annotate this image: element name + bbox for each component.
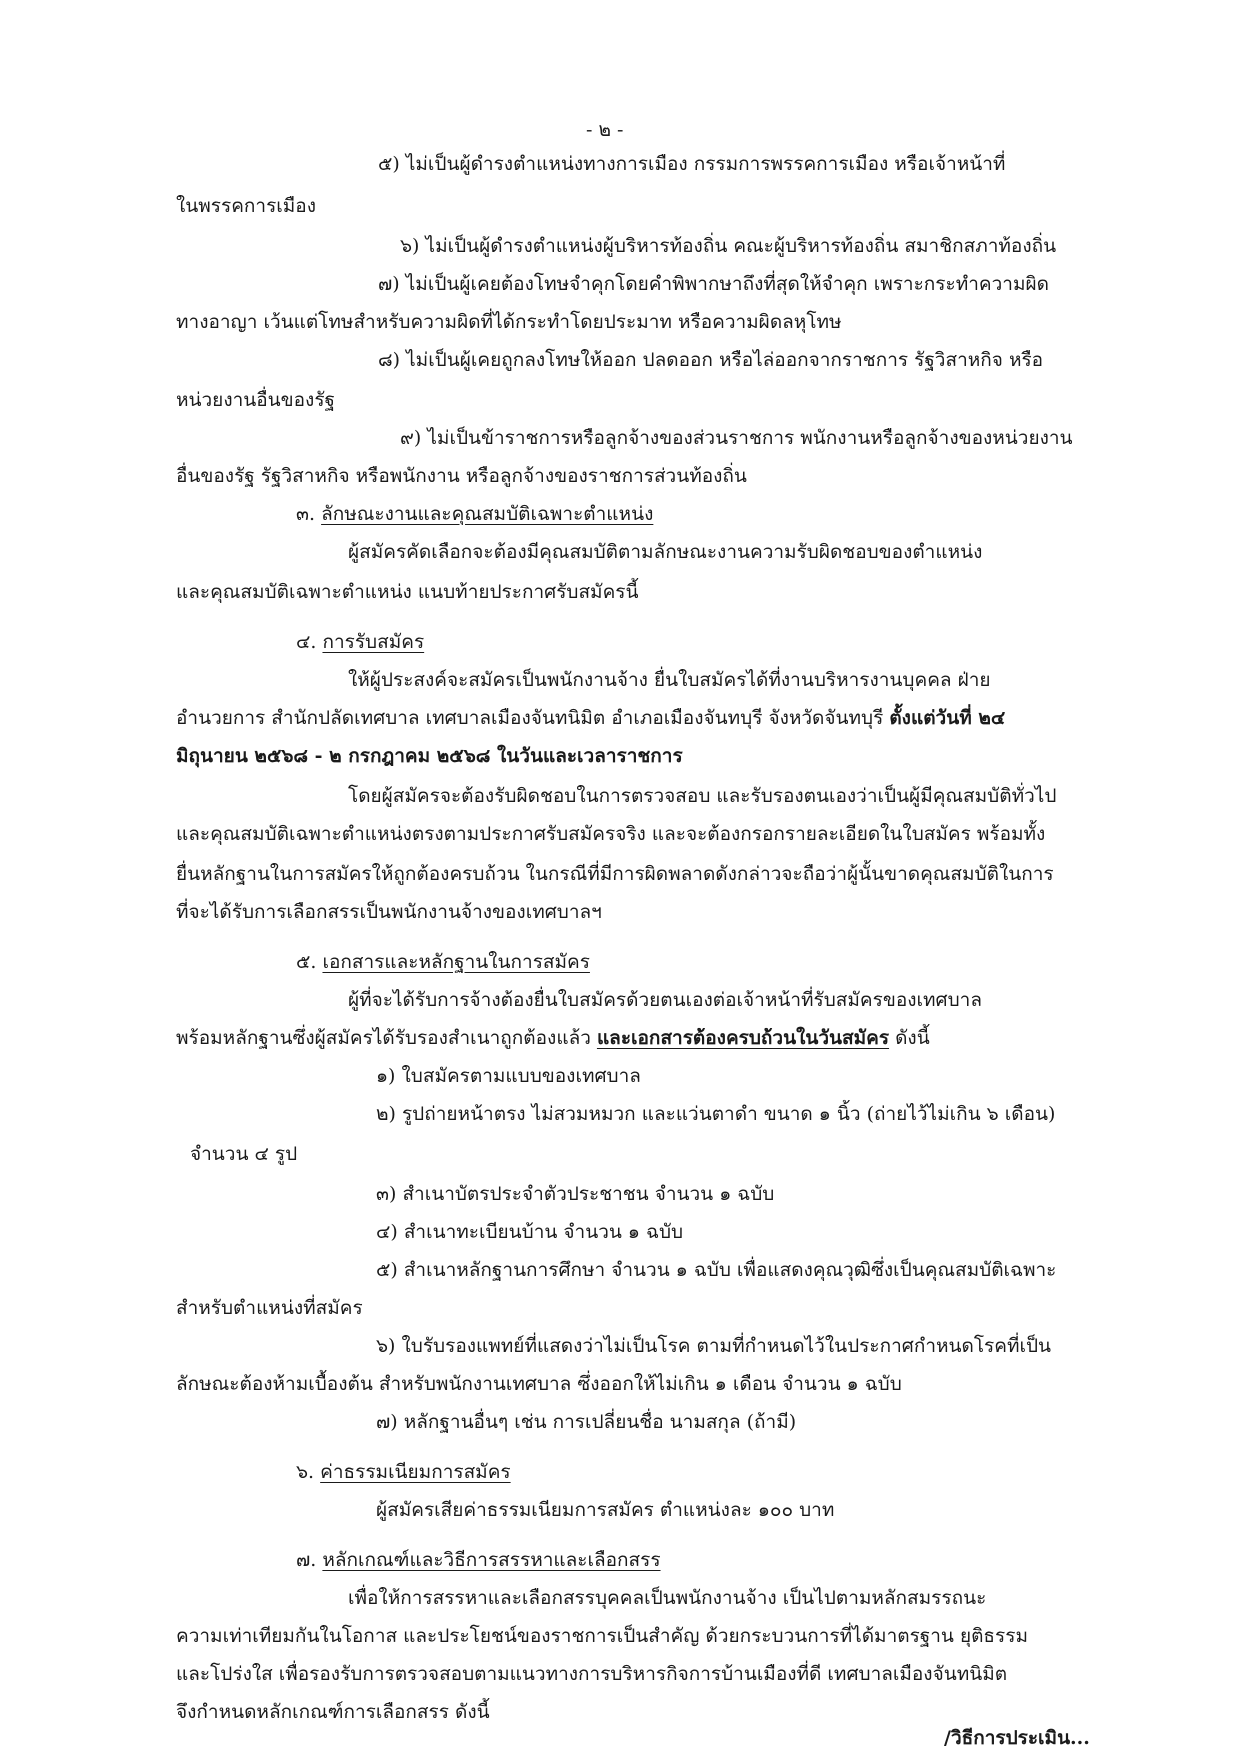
section-5-title: เอกสารและหลักฐานในการสมัคร — [322, 951, 590, 973]
item-8-qualification: ๘) ไม่เป็นผู้เคยถูกลงโทษให้ออก ปลดออก หรือไล่ออกจากราชการ รัฐวิสาหกิจ หรือ — [378, 349, 1044, 371]
section-4-title: การรับสมัคร — [322, 631, 425, 653]
section-4-line-2 — [176, 704, 1005, 732]
section-6-title: ค่าธรรมเนียมการสมัคร — [320, 1461, 511, 1483]
document-item-6: ๖) ใบรับรองแพทย์ที่แสดงว่าไม่เป็นโรค ตามที่กำหนดไว้ในประกาศกำหนดโรคที่เป็น — [376, 1335, 1052, 1357]
section-3-continuation: และคุณสมบัติเฉพาะตำแหน่ง แนบท้ายประกาศรับสมัครนี้ — [176, 581, 639, 603]
section-7-heading — [296, 1546, 661, 1574]
as-follows-text: ดังนี้ — [889, 1027, 930, 1049]
section-7-line-4: จึงกำหนดหลักเกณฑ์การเลือกสรร ดังนี้ — [176, 1701, 490, 1723]
document-item-1: ๑) ใบสมัครตามแบบของเทศบาล — [376, 1065, 641, 1087]
section-5-paragraph-line-2 — [176, 1024, 930, 1052]
item-6-qualification: ๖) ไม่เป็นผู้ดำรงตำแหน่งผู้บริหารท้องถิ่น คณะผู้บริหารท้องถิ่น สมาชิกสภาท้องถิ่น — [400, 235, 1057, 257]
section-3-number: ๓. — [296, 503, 316, 525]
section-4-heading — [296, 628, 424, 656]
document-item-3: ๓) สำเนาบัตรประจำตัวประชาชน จำนวน ๑ ฉบับ — [376, 1183, 775, 1205]
item-9-continuation: อื่นของรัฐ รัฐวิสาหกิจ หรือพนักงาน หรือลูกจ้างของราชการส่วนท้องถิ่น — [176, 465, 747, 487]
section-7-title: หลักเกณฑ์และวิธีการสรรหาและเลือกสรร — [322, 1549, 661, 1571]
section-4-paragraph: ให้ผู้ประสงค์จะสมัครเป็นพนักงานจ้าง ยื่นใบสมัครได้ที่งานบริหารงานบุคคล ฝ่าย — [348, 669, 991, 691]
document-item-5: ๕) สำเนาหลักฐานการศึกษา จำนวน ๑ ฉบับ เพื่อแสดงคุณวุฒิซึ่งเป็นคุณสมบัติเฉพาะ — [376, 1259, 1057, 1281]
section-4-paragraph-2-line-2: และคุณสมบัติเฉพาะตำแหน่งตรงตามประกาศรับสมัครจริง และจะต้องกรอกรายละเอียดในใบสมัคร พร้อมทั้ง — [176, 823, 1046, 845]
document-item-6-continuation: ลักษณะต้องห้ามเบื้องต้น สำหรับพนักงานเทศบาล ซึ่งออกให้ไม่เกิน ๑ เดือน จำนวน ๑ ฉบับ — [176, 1373, 902, 1395]
section-4-paragraph-2-line-4: ที่จะได้รับการเลือกสรรเป็นพนักงานจ้างของเทศบาลฯ — [176, 901, 602, 923]
documents-complete-note: และเอกสารต้องครบถ้วนในวันสมัคร — [596, 1027, 890, 1049]
document-item-2: ๒) รูปถ่ายหน้าตรง ไม่สวมหมวก และแว่นตาดำ ขนาด ๑ นิ้ว (ถ่ายไว้ไม่เกิน ๖ เดือน) — [376, 1103, 1056, 1125]
section-5-heading — [296, 948, 590, 976]
application-fee: ผู้สมัครเสียค่าธรรมเนียมการสมัคร ตำแหน่งละ ๑๐๐ บาท — [376, 1499, 835, 1521]
section-4-paragraph-2: โดยผู้สมัครจะต้องรับผิดชอบในการตรวจสอบ และรับรองตนเองว่าเป็นผู้มีคุณสมบัติทั่วไป — [348, 785, 1057, 807]
section-7-number: ๗. — [296, 1549, 317, 1571]
section-4-paragraph-2-line-3: ยื่นหลักฐานในการสมัครให้ถูกต้องครบถ้วน ในกรณีที่มีการผิดพลาดดังกล่าวจะถือว่าผู้นั้นขาดคุณสมบัติในการ — [176, 863, 1054, 885]
page-number: - ๒ - — [586, 119, 624, 141]
section-5-number: ๕. — [296, 951, 317, 973]
section-6-number: ๖. — [296, 1461, 315, 1483]
section-4-number: ๔. — [296, 631, 317, 653]
section-3-paragraph: ผู้สมัครคัดเลือกจะต้องมีคุณสมบัติตามลักษณะงานความรับผิดชอบของตำแหน่ง — [348, 541, 983, 563]
section-5-paragraph: ผู้ที่จะได้รับการจ้างต้องยื่นใบสมัครด้วยตนเองต่อเจ้าหน้าที่รับสมัครของเทศบาล — [348, 989, 982, 1011]
document-item-4: ๔) สำเนาทะเบียนบ้าน จำนวน ๑ ฉบับ — [376, 1221, 684, 1243]
document-item-7: ๗) หลักฐานอื่นๆ เช่น การเปลี่ยนชื่อ นามสกุล (ถ้ามี) — [376, 1411, 797, 1433]
application-start-date: ตั้งแต่วันที่ ๒๔ — [889, 707, 1006, 729]
office-location-text: อำนวยการ สำนักปลัดเทศบาล เทศบาลเมืองจันทนิมิต อำเภอเมืองจันทบุรี จังหวัดจันทบุรี — [176, 707, 890, 729]
item-7-qualification: ๗) ไม่เป็นผู้เคยต้องโทษจำคุกโดยคำพิพากษาถึงที่สุดให้จำคุก เพราะกระทำความผิด — [378, 273, 1049, 295]
section-7-line-2: ความเท่าเทียมกันในโอกาส และประโยชน์ของราชการเป็นสำคัญ ด้วยกระบวนการที่ได้มาตรฐาน ยุติธรรม — [176, 1625, 1028, 1647]
certified-copies-text: พร้อมหลักฐานซึ่งผู้สมัครได้รับรองสำเนาถูกต้องแล้ว — [176, 1027, 597, 1049]
application-period: มิถุนายน ๒๕๖๘ - ๒ กรกฎาคม ๒๕๖๘ ในวันและเวลาราชการ — [176, 745, 683, 767]
next-page-continuation: /วิธีการประเมิน... — [944, 1727, 1090, 1749]
section-3-title: ลักษณะงานและคุณสมบัติเฉพาะตำแหน่ง — [321, 503, 654, 525]
section-7-paragraph: เพื่อให้การสรรหาและเลือกสรรบุคคลเป็นพนักงานจ้าง เป็นไปตามหลักสมรรถนะ — [348, 1587, 987, 1609]
item-5-continuation: ในพรรคการเมือง — [176, 195, 316, 217]
document-item-5-continuation: สำหรับตำแหน่งที่สมัคร — [176, 1297, 363, 1319]
item-5-qualification: ๕) ไม่เป็นผู้ดำรงตำแหน่งทางการเมือง กรรมการพรรคการเมือง หรือเจ้าหน้าที่ — [378, 153, 1006, 175]
item-7-continuation: ทางอาญา เว้นแต่โทษสำหรับความผิดที่ได้กระทำโดยประมาท หรือความผิดลหุโทษ — [176, 311, 842, 333]
section-3-heading — [296, 500, 653, 528]
section-7-line-3: และโปร่งใส เพื่อรองรับการตรวจสอบตามแนวทางการบริหารกิจการบ้านเมืองที่ดี เทศบาลเมืองจันทนิมิต — [176, 1663, 1008, 1685]
item-8-continuation: หน่วยงานอื่นของรัฐ — [176, 389, 336, 411]
document-item-2-continuation: จำนวน ๔ รูป — [190, 1143, 298, 1165]
section-6-heading — [296, 1458, 511, 1486]
item-9-qualification: ๙) ไม่เป็นข้าราชการหรือลูกจ้างของส่วนราชการ พนักงานหรือลูกจ้างของหน่วยงาน — [400, 427, 1073, 449]
